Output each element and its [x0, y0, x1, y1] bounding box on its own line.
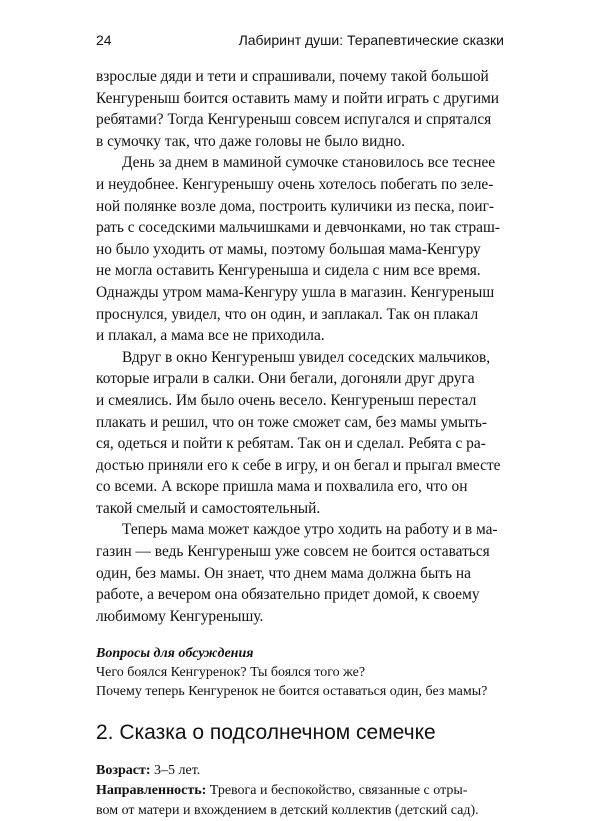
focus-value-2: вом от матери и вхождением в детский коллектив (детский сад).	[96, 803, 479, 819]
text-line: такой смелый и самостоятельный.	[96, 499, 321, 517]
text-line: Кенгуреныш боится оставить маму и пойти играть с другими	[96, 89, 500, 107]
discussion-questions	[96, 644, 507, 701]
text-line: со всеми. А вскоре пришла мама и похвалила его, что он	[96, 478, 468, 496]
text-line: ся, одеться и пойти к ребятам. Так он и сделал. Ребята с ра-	[96, 435, 486, 453]
section-heading: 2. Сказка о подсолнечном семечке	[96, 721, 436, 745]
text-line: работе, а вечером она обязательно придет домой, к своему	[96, 586, 480, 604]
paragraph	[96, 519, 507, 627]
age-value: 3–5 лет.	[154, 763, 201, 779]
text-line: взрослые дяди и тети и спрашивали, почему такой большой	[96, 68, 489, 85]
question-item: Почему теперь Кенгуренок не боится оставаться один, без мамы?	[96, 684, 488, 700]
paragraph	[96, 66, 507, 152]
focus-value-1: Тревога и беспокойство, связанные с отры-	[209, 783, 468, 799]
tale-meta	[96, 761, 507, 821]
text-line: проснулся, увидел, что он один, и заплакал. Так он плакал	[96, 305, 479, 323]
text-line: которые играли в салки. Они бегали, догоняли друг друга	[96, 370, 475, 388]
text-line: плакать и решил, что он тоже сможет сам, без мамы умыть-	[96, 413, 488, 431]
text-line: не могла оставить Кенгуреныша и сидела с ним все время.	[96, 262, 481, 280]
story-text	[96, 66, 507, 627]
text-line: и неудобнее. Кенгуренышу очень хотелось побегать по зеле-	[96, 175, 494, 193]
text-line: любимому Кенгуренышу.	[96, 607, 264, 625]
page-number: 24	[96, 32, 112, 48]
questions-title: Вопросы для обсуждения	[96, 646, 254, 662]
focus-line	[96, 781, 507, 801]
text-line: и плакал, а мама все не приходила.	[96, 327, 325, 345]
page-header	[96, 32, 504, 52]
text-line: и смеялись. Им было очень весело. Кенгуреныш перестал	[96, 391, 477, 409]
paragraph	[96, 347, 507, 520]
text-line: Однажды утром мама-Кенгуру ушла в магазин. Кенгуреныш	[96, 283, 495, 301]
text-line: Теперь мама может каждое утро ходить на работу и в ма-	[122, 521, 498, 539]
focus-label: Направленность:	[96, 783, 207, 799]
text-line: один, без мамы. Он знает, что днем мама должна быть на	[96, 564, 471, 582]
text-line: День за днем в маминой сумочке становилось все теснее	[122, 154, 496, 172]
text-line: в сумочку так, что даже головы не было видно.	[96, 132, 405, 150]
question-item: Чего боялся Кенгуренок? Ты боялся того же?	[96, 665, 366, 681]
text-line: но было уходить от мамы, поэтому большая мама-Кенгуру	[96, 240, 481, 258]
text-line: Вдруг в окно Кенгуреныш увидел соседских мальчиков,	[122, 348, 491, 366]
text-line: достью приняли его к себе в игру, и он бегал и прыгал вместе	[96, 456, 501, 474]
text-line: рать с соседскими мальчишками и девчонками, но так страш-	[96, 219, 500, 237]
text-line: ной полянке возле дома, построить куличики из песка, поиг-	[96, 197, 495, 215]
text-line: ребятами? Тогда Кенгуреныш совсем испугался и спрятался	[96, 111, 492, 129]
page-body	[96, 66, 507, 821]
running-title: Лабиринт души: Терапевтические сказки	[238, 32, 504, 48]
paragraph	[96, 152, 507, 346]
age-line	[96, 761, 507, 781]
text-line: газин — ведь Кенгуреныш уже совсем не боится оставаться	[96, 543, 490, 561]
age-label: Возраст:	[96, 763, 151, 779]
